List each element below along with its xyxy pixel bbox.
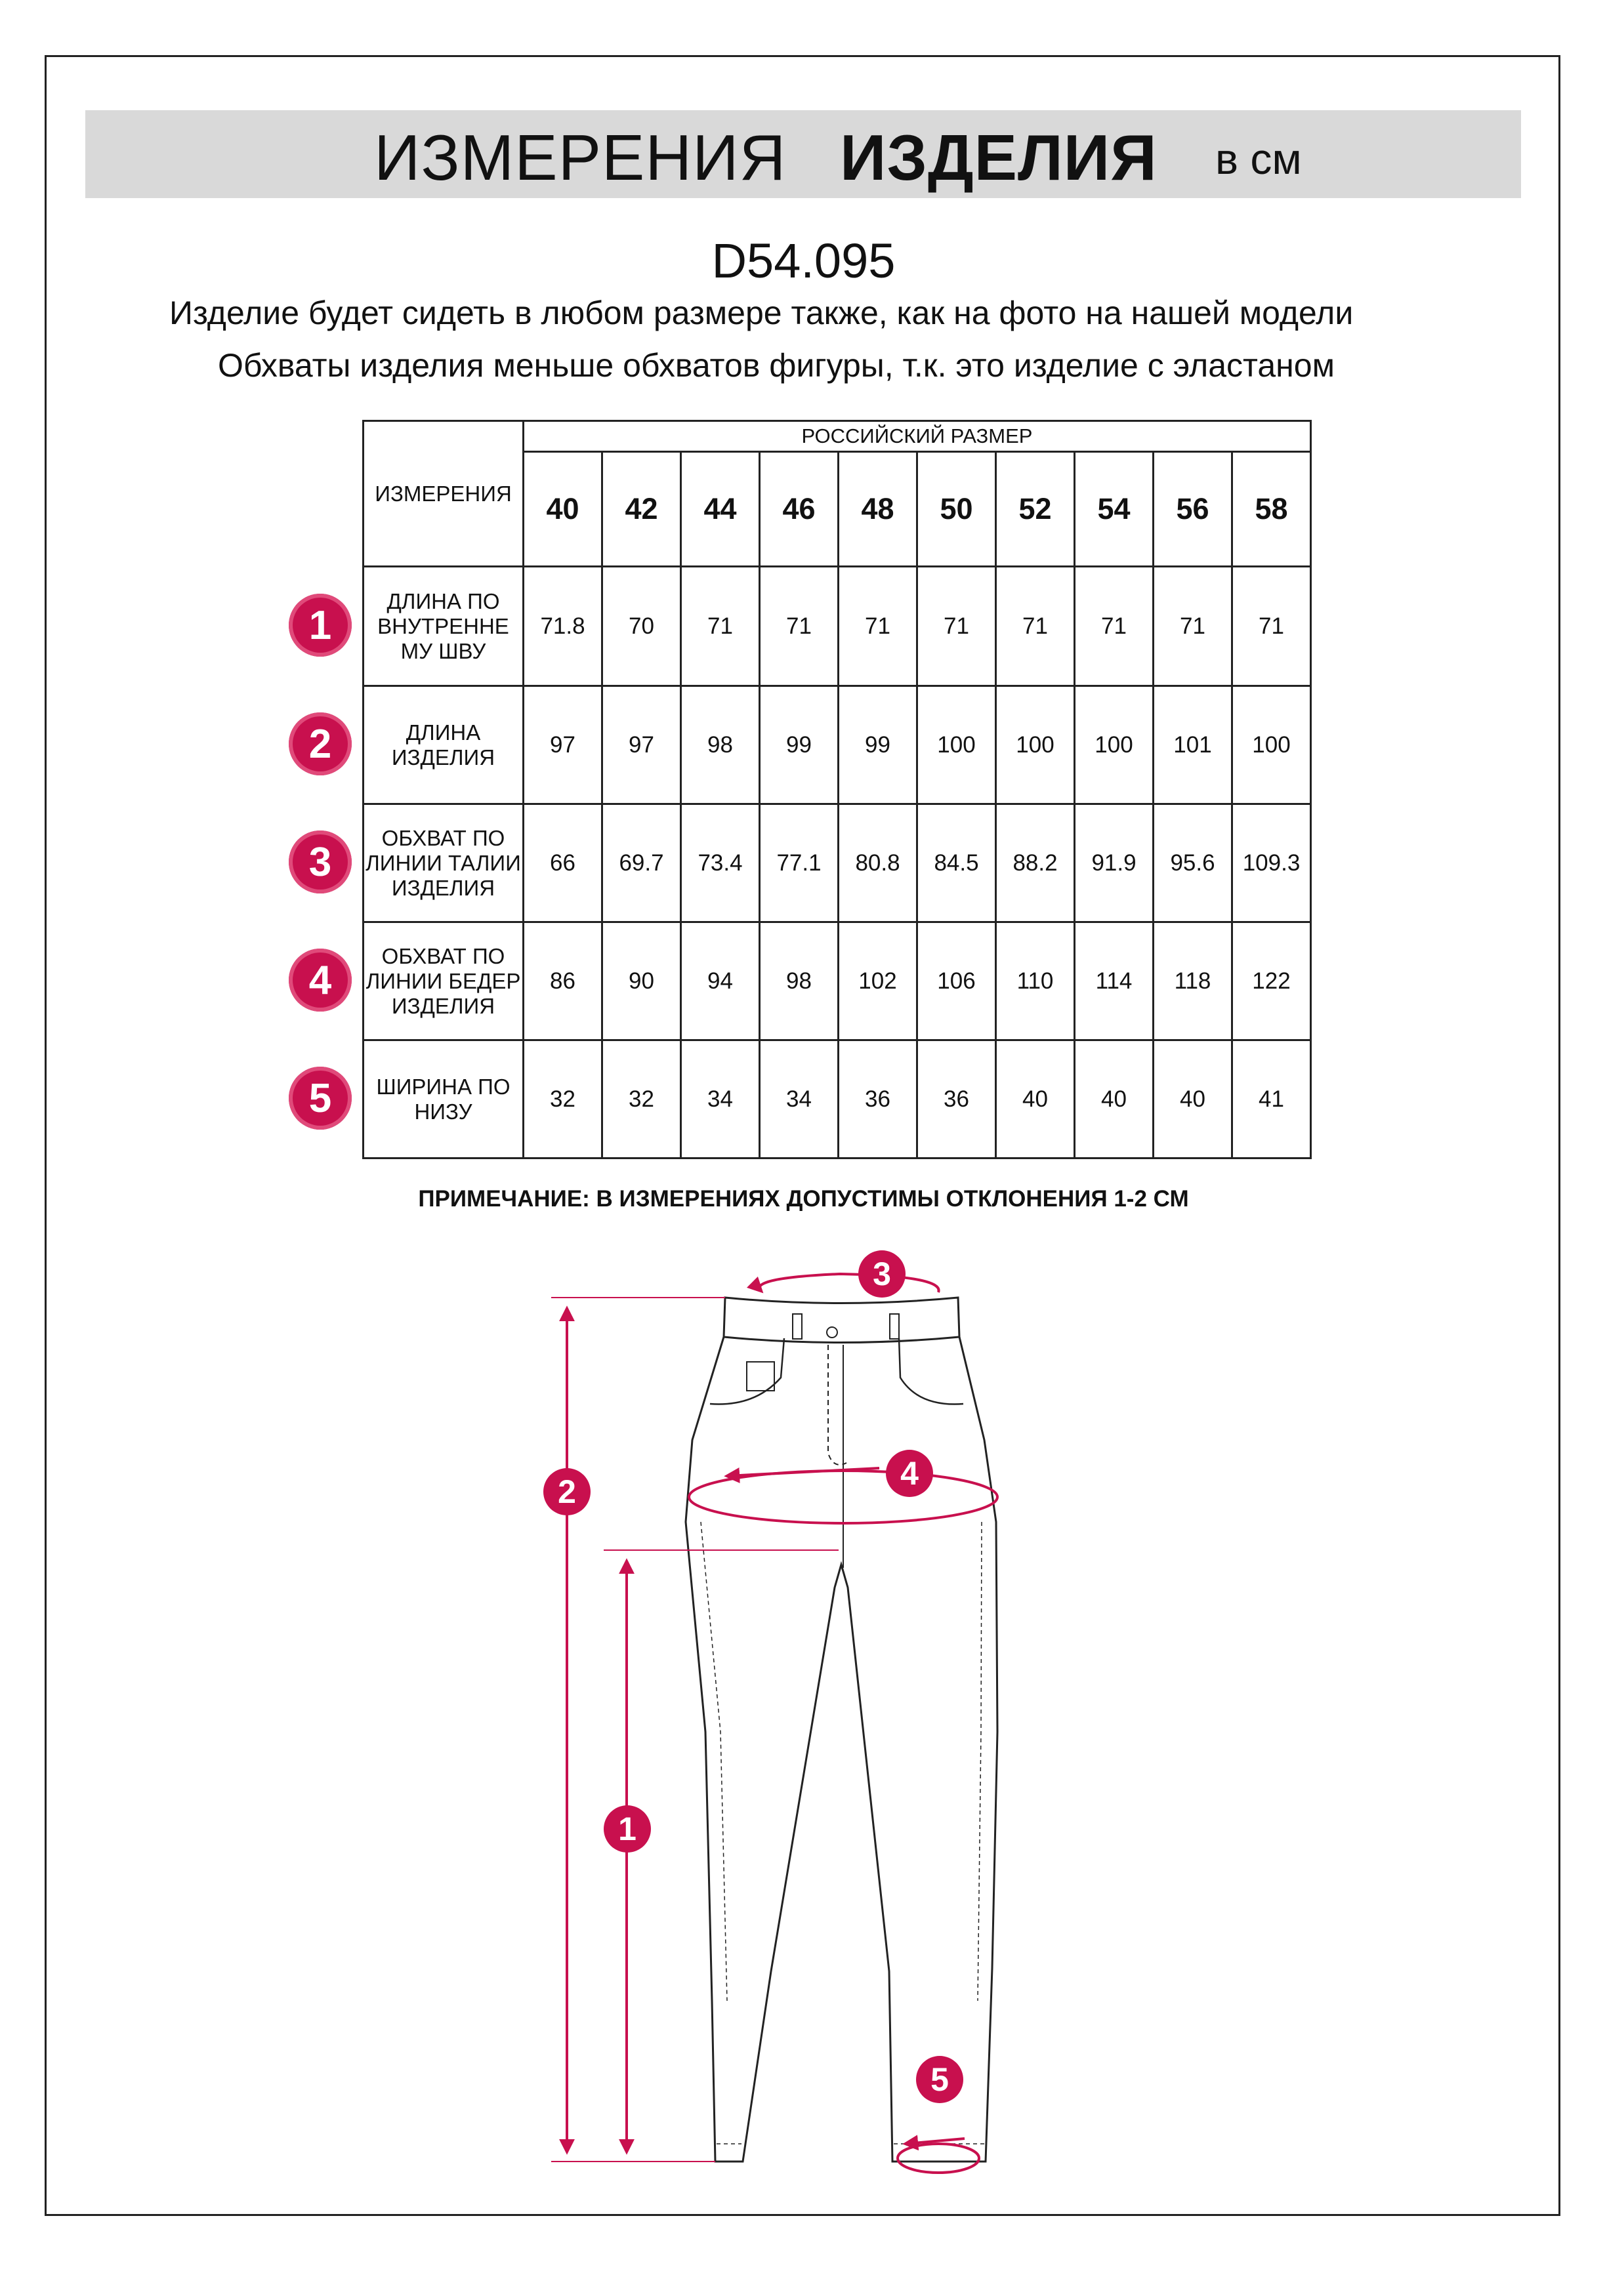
measurement-value: 34 bbox=[760, 1040, 839, 1158]
measurement-value: 95.6 bbox=[1154, 804, 1232, 922]
measurement-label: ШИРИНА ПО НИЗУ bbox=[364, 1040, 524, 1158]
measurement-value: 71 bbox=[1075, 567, 1154, 686]
measurement-value: 91.9 bbox=[1075, 804, 1154, 922]
measurement-value: 40 bbox=[996, 1040, 1075, 1158]
measurement-value: 100 bbox=[996, 686, 1075, 804]
row-number-badge: 1 bbox=[289, 594, 352, 657]
measurement-value: 73.4 bbox=[681, 804, 760, 922]
measurement-value: 99 bbox=[760, 686, 839, 804]
measurement-value: 80.8 bbox=[839, 804, 917, 922]
measurement-value: 71 bbox=[917, 567, 996, 686]
jeans-outline bbox=[686, 1298, 997, 2162]
measurement-value: 34 bbox=[681, 1040, 760, 1158]
row-number-badge: 4 bbox=[289, 949, 352, 1012]
measurement-value: 40 bbox=[1075, 1040, 1154, 1158]
diagram-label-5: 5 bbox=[916, 2056, 963, 2103]
measurement-value: 77.1 bbox=[760, 804, 839, 922]
size-header-54: 54 bbox=[1075, 452, 1154, 567]
measurement-value: 97 bbox=[602, 686, 681, 804]
measurement-value: 114 bbox=[1075, 922, 1154, 1040]
measurement-value: 99 bbox=[839, 686, 917, 804]
corner-label: ИЗМЕРЕНИЯ bbox=[364, 421, 524, 567]
measurement-value: 100 bbox=[1075, 686, 1154, 804]
diagram-label-1: 1 bbox=[604, 1805, 651, 1853]
measurement-guides bbox=[551, 1274, 997, 2173]
elastane-note: Обхваты изделия меньше обхватов фигуры, т.к. это изделие с эластаном bbox=[218, 347, 1335, 384]
measurement-value: 122 bbox=[1232, 922, 1311, 1040]
row-number-badge: 5 bbox=[289, 1067, 352, 1130]
title-bold: ИЗДЕЛИЯ bbox=[840, 121, 1158, 194]
measurement-label: ОБХВАТ ПО ЛИНИИ ТАЛИИ ИЗДЕЛИЯ bbox=[364, 804, 524, 922]
measurement-value: 32 bbox=[524, 1040, 602, 1158]
diagram-label-4: 4 bbox=[886, 1450, 933, 1497]
measurement-value: 71 bbox=[1232, 567, 1311, 686]
measurement-value: 66 bbox=[524, 804, 602, 922]
size-system-label: РОССИЙСКИЙ РАЗМЕР bbox=[524, 421, 1311, 452]
measurement-label: ДЛИНА ПО ВНУТРЕННЕ МУ ШВУ bbox=[364, 567, 524, 686]
row-number-badge: 2 bbox=[289, 712, 352, 775]
measurement-value: 118 bbox=[1154, 922, 1232, 1040]
fit-note: Изделие будет сидеть в любом размере также, как на фото на нашей модели bbox=[169, 295, 1354, 331]
size-header-44: 44 bbox=[681, 452, 760, 567]
measurement-value: 84.5 bbox=[917, 804, 996, 922]
measurement-value: 97 bbox=[524, 686, 602, 804]
measurement-value: 102 bbox=[839, 922, 917, 1040]
measurement-value: 71 bbox=[839, 567, 917, 686]
measurement-value: 40 bbox=[1154, 1040, 1232, 1158]
measurement-value: 109.3 bbox=[1232, 804, 1311, 922]
measurement-value: 36 bbox=[917, 1040, 996, 1158]
title-unit: в см bbox=[1215, 134, 1302, 183]
measurement-value: 86 bbox=[524, 922, 602, 1040]
size-header-56: 56 bbox=[1154, 452, 1232, 567]
measurement-value: 69.7 bbox=[602, 804, 681, 922]
measurement-value: 71 bbox=[681, 567, 760, 686]
size-header-58: 58 bbox=[1232, 452, 1311, 567]
measurement-value: 71 bbox=[760, 567, 839, 686]
measurement-value: 36 bbox=[839, 1040, 917, 1158]
measurement-value: 110 bbox=[996, 922, 1075, 1040]
size-header-48: 48 bbox=[839, 452, 917, 567]
measurement-value: 88.2 bbox=[996, 804, 1075, 922]
measurement-value: 71.8 bbox=[524, 567, 602, 686]
measurement-value: 100 bbox=[1232, 686, 1311, 804]
size-header-40: 40 bbox=[524, 452, 602, 567]
article-code: D54.095 bbox=[711, 234, 896, 288]
row-number-badge: 3 bbox=[289, 830, 352, 893]
measurement-label: ДЛИНА ИЗДЕЛИЯ bbox=[364, 686, 524, 804]
measurement-label: ОБХВАТ ПО ЛИНИИ БЕДЕР ИЗДЕЛИЯ bbox=[364, 922, 524, 1040]
measurement-value: 100 bbox=[917, 686, 996, 804]
measurement-value: 106 bbox=[917, 922, 996, 1040]
measurement-value: 94 bbox=[681, 922, 760, 1040]
measurement-value: 98 bbox=[681, 686, 760, 804]
size-header-50: 50 bbox=[917, 452, 996, 567]
diagram-label-3: 3 bbox=[858, 1250, 906, 1298]
measurement-value: 71 bbox=[996, 567, 1075, 686]
measurement-value: 101 bbox=[1154, 686, 1232, 804]
measurement-value: 71 bbox=[1154, 567, 1232, 686]
size-header-46: 46 bbox=[760, 452, 839, 567]
title-regular: ИЗМЕРЕНИЯ bbox=[374, 121, 787, 194]
remark: ПРИМЕЧАНИЕ: В ИЗМЕРЕНИЯХ ДОПУСТИМЫ ОТКЛОНЕНИЯ 1-2 СМ bbox=[418, 1186, 1189, 1212]
measurement-value: 32 bbox=[602, 1040, 681, 1158]
diagram-label-2: 2 bbox=[543, 1468, 591, 1515]
measurement-value: 41 bbox=[1232, 1040, 1311, 1158]
size-header-52: 52 bbox=[996, 452, 1075, 567]
measurement-value: 90 bbox=[602, 922, 681, 1040]
size-header-42: 42 bbox=[602, 452, 681, 567]
measurement-value: 70 bbox=[602, 567, 681, 686]
measurement-value: 98 bbox=[760, 922, 839, 1040]
